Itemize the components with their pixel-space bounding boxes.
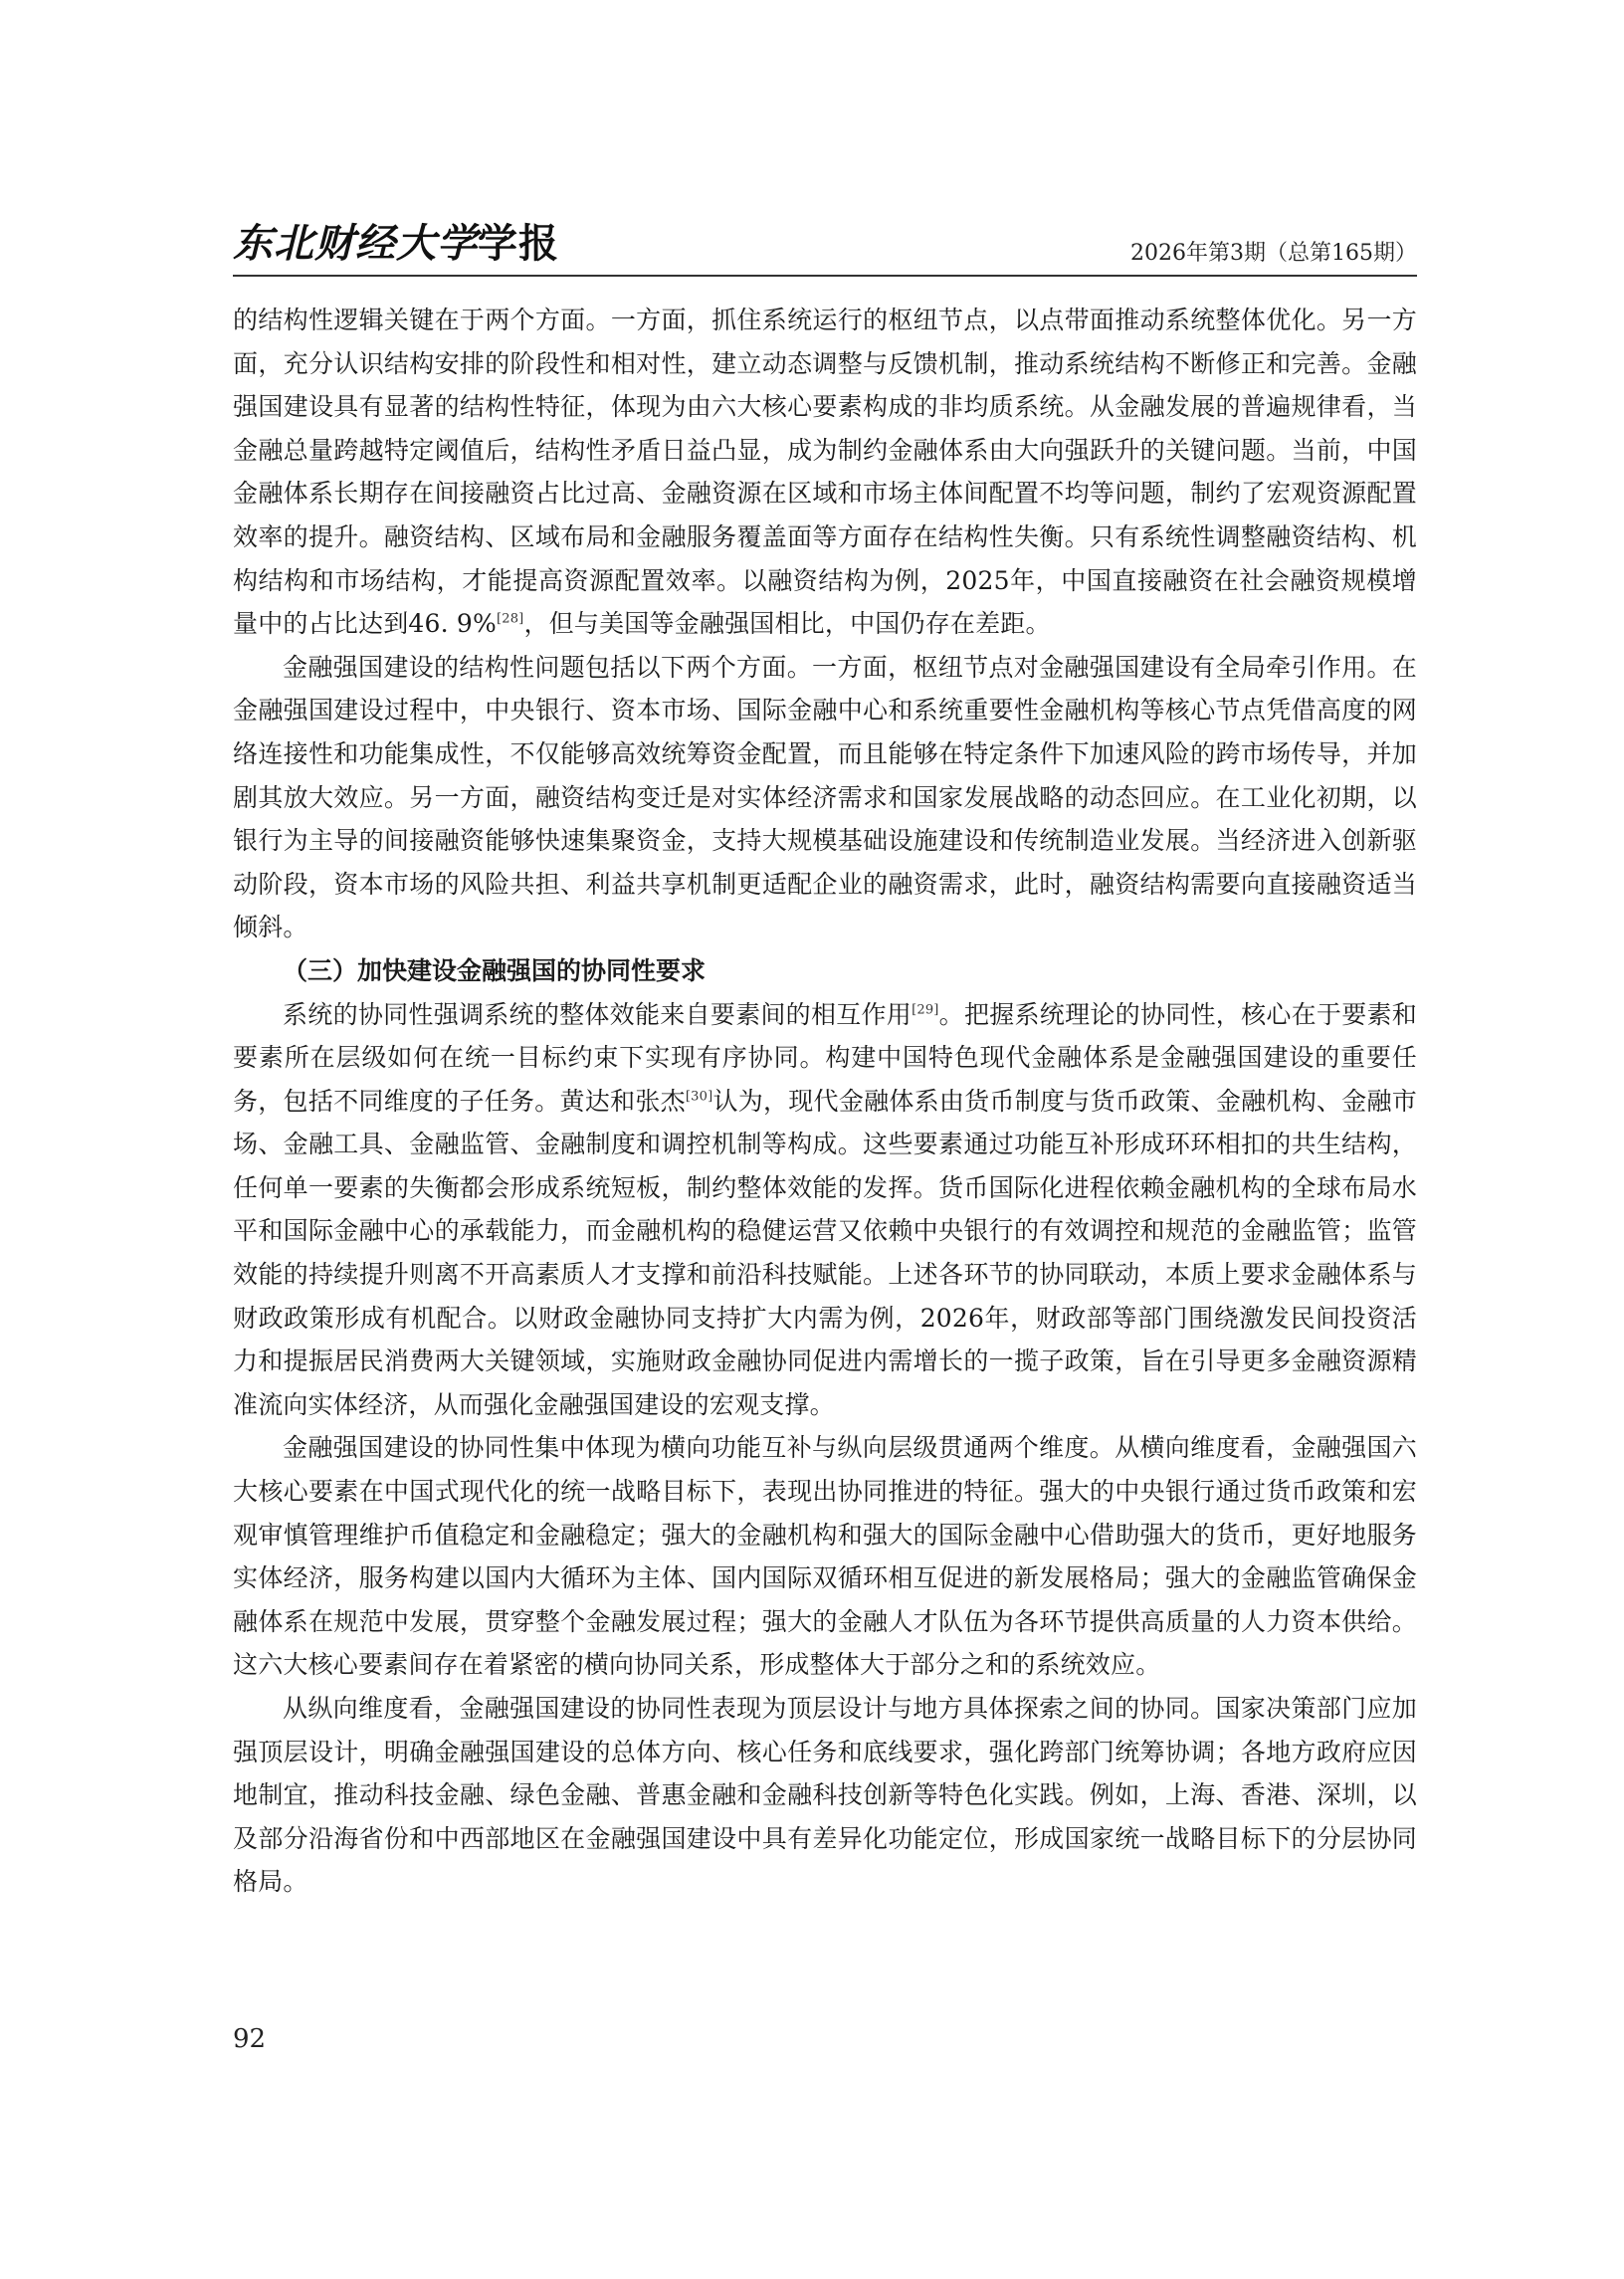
journal-name-suffix: 学报 (478, 220, 559, 267)
page-number: 92 (233, 2024, 267, 2054)
journal-title (233, 212, 559, 269)
journal-name-script: 东北财经大学 (233, 220, 478, 267)
paragraph-text: 认为，现代金融体系由货币制度与货币政策、金融机构、金融市场、金融工具、金融监管、金融制度和调控机制等构成。这些要素通过功能互补形成环环相扣的共生结构，任何单一要素的失衡都会形成系统短板，制约整体效能的发挥。货币国际化进程依赖金融机构的全球布局水平和国际金融中心的承载能力，而金融机构的稳健运营又依赖中央银行的有效调控和规范的金融监管；监管效能的持续提升则离不开高素质人才支撑和前沿科技赋能。上述各环节的协同联动，本质上要求金融体系与财政政策形成有机配合。以财政金融协同支持扩大内需为例，2026年，财政部等部门围绕激发民间投资活力和提振居民消费两大关键领域，实施财政金融协同促进内需增长的一揽子政策，旨在引导更多金融资源精准流向实体经济，从而强化金融强国建设的宏观支撑。 (233, 1086, 1417, 1419)
paragraph-text: 。把握系统理论的协同性，核心在于要素和要素所在层级如何在统一目标约束下实现有序协同。构建中国特色现代金融体系是金融强国建设的重要任务，包括不同维度的子任务。黄达和张杰 (233, 999, 1417, 1116)
paragraph: 从纵向维度看，金融强国建设的协同性表现为顶层设计与地方具体探索之间的协同。国家决策部门应加强顶层设计，明确金融强国建设的总体方向、核心任务和底线要求，强化跨部门统筹协调；各地方政府应因地制宜，推动科技金融、绿色金融、普惠金融和金融科技创新等特色化实践。例如，上海、香港、深圳，以及部分沿海省份和中西部地区在金融强国建设中具有差异化功能定位，形成国家统一战略目标下的分层协同格局。 (233, 1694, 1417, 1897)
section-heading: （三）加快建设金融强国的协同性要求 (283, 955, 707, 985)
article-body (233, 299, 1417, 1904)
paragraph: 金融强国建设的协同性集中体现为横向功能互补与纵向层级贯通两个维度。从横向维度看，金融强国六大核心要素在中国式现代化的统一战略目标下，表现出协同推进的特征。强大的中央银行通过货币政策和宏观审慎管理维护币值稳定和金融稳定；强大的金融机构和强大的国际金融中心借助强大的货币，更好地服务实体经济，服务构建以国内大循环为主体、国内国际双循环相互促进的新发展格局；强大的金融监管确保金融体系在规范中发展，贯穿整个金融发展过程；强大的金融人才队伍为各环节提供高质量的人力资本供给。这六大核心要素间存在着紧密的横向协同关系，形成整体大于部分之和的系统效应。 (233, 1433, 1417, 1680)
header-rule (233, 275, 1417, 277)
paragraph-text: 系统的协同性强调系统的整体效能来自要素间的相互作用 (283, 999, 913, 1029)
paragraph-continuation (233, 299, 1417, 646)
paragraph (233, 993, 1417, 1427)
paragraph-text: 的结构性逻辑关键在于两个方面。一方面，抓住系统运行的枢纽节点，以点带面推动系统整体优化。另一方面，充分认识结构安排的阶段性和相对性，建立动态调整与反馈机制，推动系统结构不断修正和完善。金融强国建设具有显著的结构性特征，体现为由六大核心要素构成的非均质系统。从金融发展的普遍规律看，当金融总量跨越特定阈值后，结构性矛盾日益凸显，成为制约金融体系由大向强跃升的关键问题。当前，中国金融体系长期存在间接融资占比过高、金融资源在区域和市场主体间配置不均等问题，制约了宏观资源配置效率的提升。融资结构、区域布局和金融服务覆盖面等方面存在结构性失衡。只有系统性调整融资结构、机构结构和市场结构，才能提高资源配置效率。以融资结构为例，2025年，中国直接融资在社会融资规模增量中的占比达到46. 9% (233, 306, 1417, 639)
citation-ref: [29] (912, 1002, 939, 1018)
paragraph: 金融强国建设的结构性问题包括以下两个方面。一方面，枢纽节点对金融强国建设有全局牵引作用。在金融强国建设过程中，中央银行、资本市场、国际金融中心和系统重要性金融机构等核心节点凭借高度的网络连接性和功能集成性，不仅能够高效统筹资金配置，而且能够在特定条件下加速风险的跨市场传导，并加剧其放大效应。另一方面，融资结构变迁是对实体经济需求和国家发展战略的动态回应。在工业化初期，以银行为主导的间接融资能够快速集聚资金，支持大规模基础设施建设和传统制造业发展。当经济进入创新驱动阶段，资本市场的风险共担、利益共享机制更适配企业的融资需求，此时，融资结构需要向直接融资适当倾斜。 (233, 652, 1417, 942)
citation-ref: [28] (496, 611, 524, 627)
issue-info: 2026年第3期（总第165期） (1130, 241, 1417, 266)
citation-ref: [30] (685, 1089, 713, 1105)
page-header (233, 213, 1417, 277)
paragraph-text: ，但与美国等金融强国相比，中国仍存在差距。 (523, 609, 1051, 639)
